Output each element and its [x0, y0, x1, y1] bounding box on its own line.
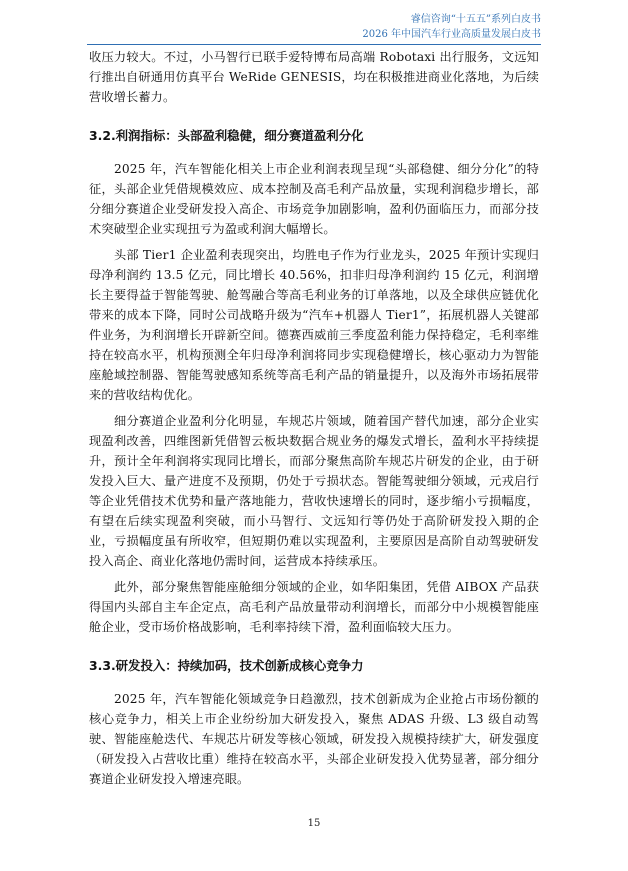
- header-document-title: 2026 年中国汽车行业高质量发展白皮书: [362, 29, 541, 40]
- paragraph-cockpit-profit: 此外，部分聚焦智能座舱细分领域的企业，如华阳集团，凭借 AIBOX 产品获得国内头部自主车企定点，高毛利产品放量带动利润增长，而部分中小规模智能座舱企业，受市场价格战影响，毛利率持续下滑，盈利面临较大压力。: [89, 580, 539, 634]
- paragraph-profit-overview: 2025 年，汽车智能化相关上市企业利润表现呈现“头部稳健、细分分化”的特征，头部企业凭借规模效应、成本控制及高毛利产品放量，实现利润稳步增长，部分细分赛道企业受研发投入高企、市场竞争加剧影响，盈利仍面临压力，而部分技术突破型企业实现扭亏为盈或利润大幅增长。: [89, 162, 539, 236]
- page-body: [89, 47, 539, 791]
- page-header: [362, 12, 541, 42]
- paragraph-segment-profit: 细分赛道企业盈利分化明显，车规芯片领域，随着国产替代加速，部分企业实现盈利改善，四维图新凭借智云板块数据合规业务的爆发式增长，盈利水平持续提升，预计全年利润将实现同比增长，而部分聚焦高阶车规芯片研发的企业，由于研发投入巨大、量产进度不及预期，仍处于亏损状态。智能驾驶细分领域，元戎启行等企业凭借技术优势和量产落地能力，营收快速增长的同时，逐步缩小亏损幅度，有望在后续实现盈利突破，而小马智行、文远知行等仍处于高阶研发投入期的企业，亏损幅度虽有所收窄，但短期仍难以实现盈利，主要原因是高阶自动驾驶研发投入高企、商业化落地仍需时间，运营成本持续承压。: [89, 414, 539, 568]
- section-heading-3-3: 3.3.研发投入：持续加码，技术创新成核心竞争力: [89, 658, 364, 673]
- header-series-title: 睿信咨询“十五五”系列白皮书: [410, 14, 541, 25]
- page-number: 15: [307, 818, 321, 829]
- header-divider: [87, 44, 541, 45]
- paragraph-continued: 收压力较大。不过，小马智行已联手爱特博布局高端 Robotaxi 出行服务，文远知行推出自研通用仿真平台 WeRide GENESIS，均在积极推进商业化落地，为后续营收增长蓄力。: [89, 50, 539, 104]
- paragraph-tier1-profit: 头部 Tier1 企业盈利表现突出，均胜电子作为行业龙头，2025 年预计实现归母净利润约 13.5 亿元，同比增长 40.56%，扣非归母净利润约 15 亿元，利润增长主要得益于智能驾驶、舱驾融合等高毛利业务的订单落地，以及全球供应链优化带来的成本下降，同时公司战略升级为“汽车+机器人 Tier1”，拓展机器人关键部件业务，为利润增长开辟新空间。德赛西威前三季度盈利能力保持稳定，毛利率维持在较高水平，机构预测全年归母净利润将同步实现稳健增长，核心驱动力为智能座舱域控制器、智能驾驶感知系统等高毛利产品的销量提升，以及海外市场拓展带来的营收结构优化。: [89, 248, 539, 402]
- paragraph-rd-investment: 2025 年，汽车智能化领域竞争日趋激烈，技术创新成为企业抢占市场份额的核心竞争力，相关上市企业纷纷加大研发投入，聚焦 ADAS 升级、L3 级自动驾驶、智能座舱迭代、车规芯片研发等核心领域，研发投入规模持续扩大，研发强度（研发投入占营收比重）维持在较高水平，头部企业研发投入优势显著，部分细分赛道企业研发投入增速亮眼。: [89, 692, 539, 786]
- section-heading-3-2: 3.2.利润指标：头部盈利稳健，细分赛道盈利分化: [89, 128, 364, 143]
